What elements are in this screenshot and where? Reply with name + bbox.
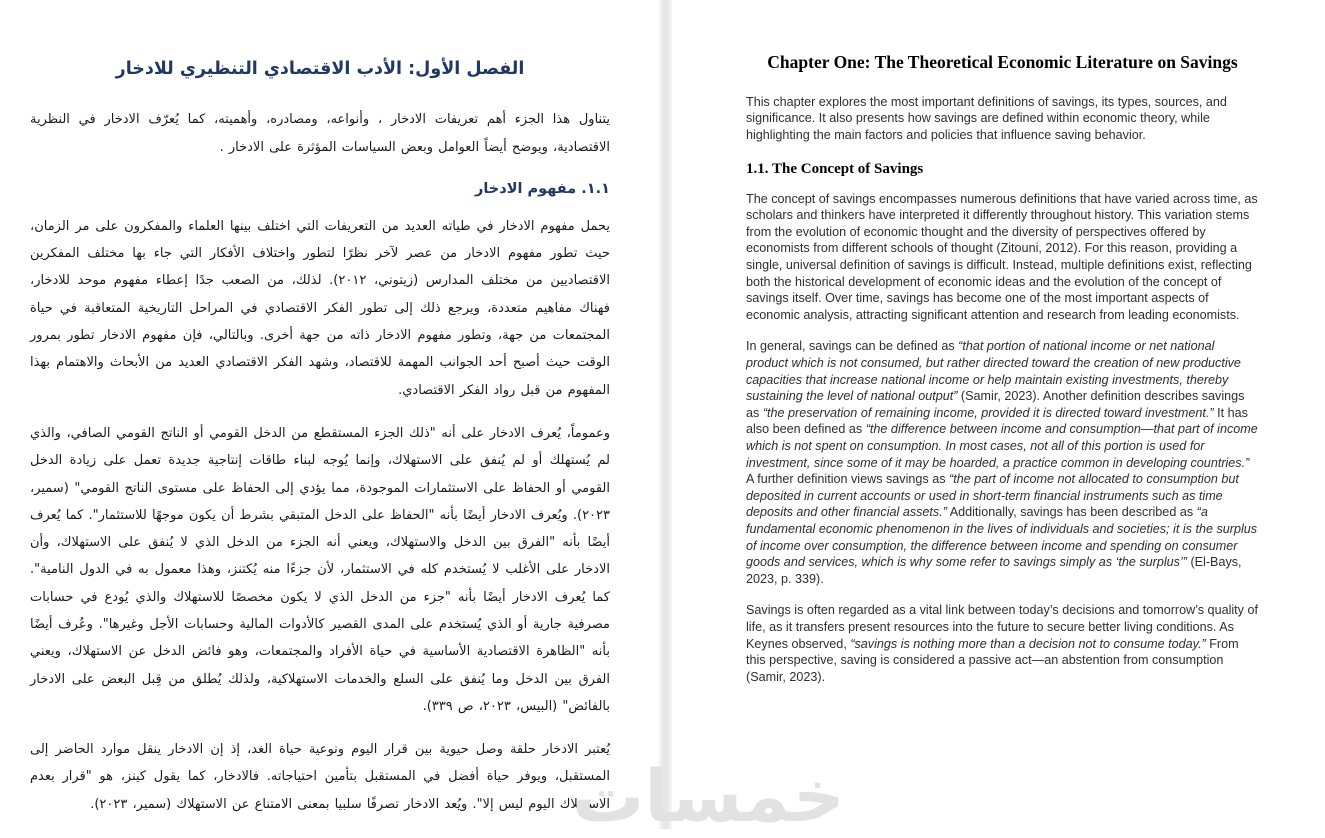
english-chapter-title: Chapter One: The Theoretical Economic Literature on Savings [767, 52, 1238, 72]
arabic-paragraph: يُعتبر الادخار حلقة وصل حيوية بين قرار اليوم ونوعية حياة الغد، إذ إن الادخار ينقل موارد الحاضر إلى المستقبل، ويوفر حياة أفضل في المستقبل بتأمين احتياجاته. فالادخار، كما يقول كينز، هو "قرار بعدم الاستهلاك اليوم ليس إلا". ويُعد الادخار تصرفًا سلبيا بمعنى الامتناع عن الاستهلاك (سمير، ٢٠٢٣). [30, 742, 610, 812]
english-paragraph: The concept of savings encompasses numerous definitions that have varied across time, as scholars and thinkers have interpreted it differently throughout history. This variation stems from the evolution of economic thought and the diversity of perspectives offered by economists from different schools of thought (Zitouni, 2012). For this reason, providing a single, universal definition of savings is difficult. Instead, multiple definitions exist, reflecting both the historical development of economic ideas and the evolution of the concept of savings itself. Over time, savings has become one of the most important aspects of economic analysis, attracting significant attention and research from leading economists. [746, 191, 1258, 322]
english-intro-paragraph: This chapter explores the most important definitions of savings, its types, sources, and significance. It also presents how savings are defined within economic theory, while highlighting the main factors and policies that influence saving behavior. [746, 94, 1227, 143]
arabic-paragraph: وعموماً، يُعرف الادخار على أنه "ذلك الجزء المستقطع من الدخل القومي أو الناتج القومي الصافي، والذي لم يُستهلك أو لم يُنفق على الاستهلاك، وإنما يُوجه لبناء طاقات إنتاجية جديدة تعمل على زيادة الدخل القومي أو الحفاظ على الاستثمارات الموجودة، مما يؤدي إلى الحفاظ على مستوى الناتج القومي" (سمير، ٢٠٢٣). ويُعرف الادخار أيضًا بأنه "الحفاظ على الدخل المتبقي بشرط أن يكون موجهًا للاستثمار". كما يُعرف أيضًا بأنه "الفرق بين الدخل والاستهلاك، ويعني أنه الجزء من الدخل الذي لا يُنفق على الاستهلاك، وأن الادخار على الأغلب لا يُستخدم كله في الاستثمار، لأن جزءًا منه يُكتنز، وهذا معمول به في الدول النامية". كما يُعرف الادخار أيضًا بأنه "جزء من الدخل الذي لا يكون مخصصًا للاستهلاك والذي يُودع في حسابات مصرفية جارية أو الذي يُستخدم على المدى القصير كالأدوات المالية وحسابات الأجل وغيرها". وعُرف أيضًا بأنه "الظاهرة الاقتصادية الأساسية في حياة الأفراد والمجتمعات، وهو فائض الدخل عن الاستهلاك، ويعني الفرق بين الدخل وما يُنفق على السلع والخدمات الاستهلاكية، ولذلك يُطلق من قِبل البعض على الادخار بالفائض" (البيس، ٢٠٢٣، ص ٣٣٩). [30, 425, 610, 714]
khamsat-watermark: خمسات [572, 754, 845, 838]
english-paragraph: In general, savings can be defined as “that portion of national income or net national product which is not consumed, but rather directed toward the creation of new productive capacities that increase national income or help maintain existing investments, thereby sustaining the level of national output” (Samir, 2023). Another definition describes savings as “the preservation of remaining income, provided it is directed toward investment.” It has also been defined as “the difference between income and consumption—that part of income which is not spent on consumption. In most cases, not all of this portion is used for investment, since some of it may be hoarded, a practice common in developing countries.” A further definition views savings as “the part of income not allocated to consumption but deposited in current accounts or used in short-term financial instruments such as time deposits and other financial assets.” Additionally, savings has been described as “a fundamental economic phenomenon in the lives of individuals and societies; it is the surplus of income over consumption, the difference between income and spending on consumer goods and services, which is why some refer to savings simply as ‘the surplus’” (El-Bays, 2023, p. 339). [746, 339, 1258, 586]
arabic-section-heading: ١.١. مفهوم الادخار [475, 180, 610, 197]
english-paragraph: Savings is often regarded as a vital link between today’s decisions and tomorrow’s quality of life, as it transfers present resources into the future to secure better living conditions. As Keynes observed, “savings is nothing more than a decision not to consume today.” From this perspective, saving is considered a passive act—an abstention from consumption (Samir, 2023). [746, 603, 1258, 684]
english-page [672, 0, 1325, 829]
arabic-page [0, 0, 659, 829]
arabic-chapter-title: الفصل الأول: الأدب الاقتصادي التنظيري للادخار [115, 59, 525, 79]
english-section-heading: 1.1. The Concept of Savings [746, 160, 924, 177]
arabic-intro-paragraph: يتناول هذا الجزء أهم تعريفات الادخار ، وأنواعه، ومصادره، وأهميته، كما يُعرّف الادخار في النظرية الاقتصادية، ويوضح أيضاً العوامل وبعض السياسات المؤثرة على الادخار . [30, 112, 610, 155]
page-gutter-divider [659, 0, 672, 829]
arabic-paragraph: يحمل مفهوم الادخار في طياته العديد من التعريفات التي اختلف بينها العلماء والمفكرون على مر الزمان، حيث تطور مفهوم الادخار من عصر لآخر نظرًا لتطور واختلاف الأفكار التي جاء بها مختلف المفكرين الاقتصاديين من مختلف المدارس (زيتوني، ٢٠١٢). لذلك، من الصعب جدًا إعطاء مفهوم موحد للادخار، فهناك مفاهيم متعددة، ويرجع ذلك إلى تطور الفكر الاقتصادي في المراحل التاريخية المتعاقبة في حياة المجتمعات من جهة، وتطور مفهوم الادخار ذاته من جهة أخرى. وبالتالي، فإن مفهوم الادخار تطور بمرور الوقت حيث أصبح أحد الجوانب المهمة للاقتصاد، وشهد الفكر الاقتصادي العديد من الأبحاث والاهتمام بهذا المفهوم من قبل رواد الفكر الاقتصادي. [30, 218, 610, 398]
